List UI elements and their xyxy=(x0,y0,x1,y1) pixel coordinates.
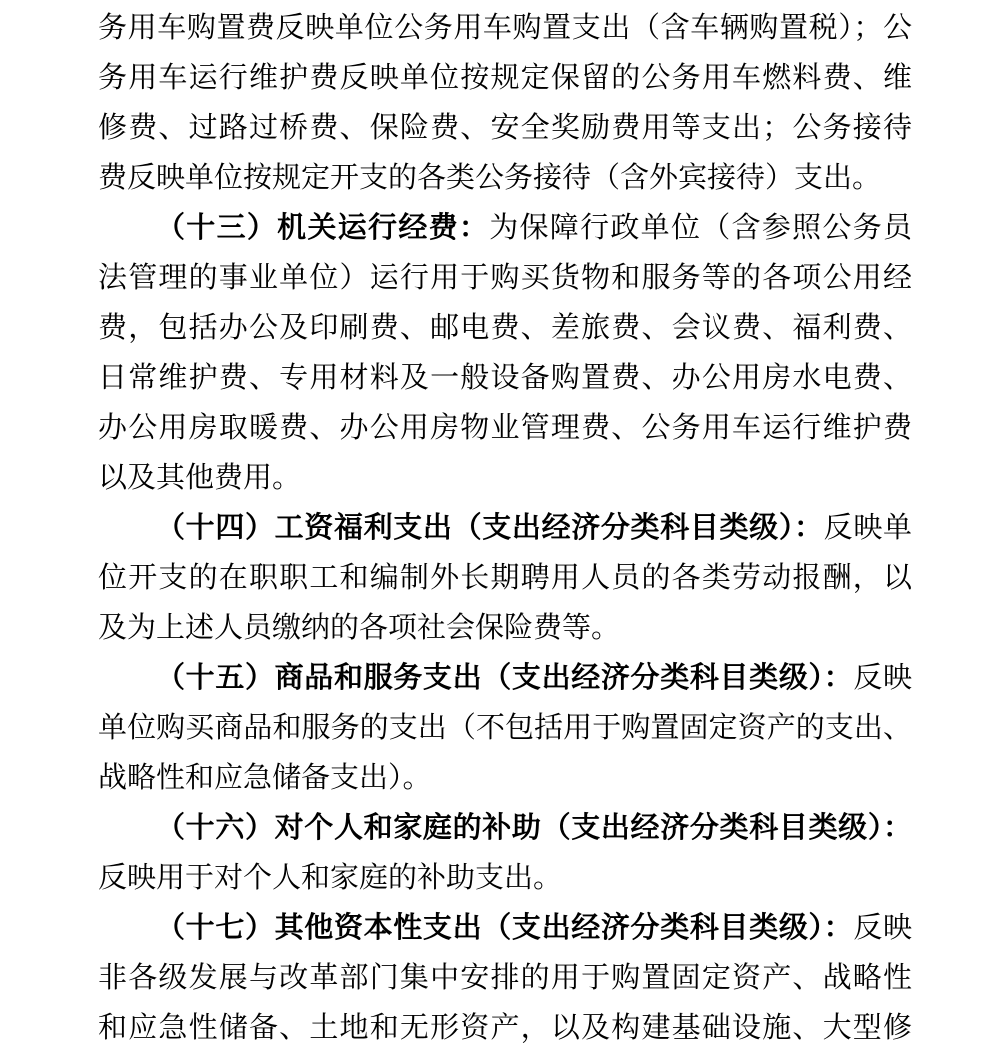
text-line-section-14 xyxy=(98,503,912,553)
section-heading-segment: （十五）商品和服务支出（支出经济分类科目类级）： xyxy=(156,662,854,694)
body-segment: 费反映单位按规定开支的各类公务接待（含外宾接待）支出。 xyxy=(98,162,882,194)
text-line xyxy=(98,103,912,153)
section-heading-segment: （十六）对个人和家庭的补助（支出经济分类科目类级）： xyxy=(156,812,912,844)
body-segment: 修费、过路过桥费、保险费、安全奖励费用等支出；公务接待 xyxy=(98,112,912,144)
body-segment: 战略性和应急储备支出）。 xyxy=(98,762,432,794)
text-line-section-17 xyxy=(98,903,912,953)
text-line xyxy=(98,153,912,203)
text-line xyxy=(98,353,912,403)
body-segment: 和应急性储备、土地和无形资产，以及构建基础设施、大型修 xyxy=(98,1012,912,1044)
section-heading-segment: （十四）工资福利支出（支出经济分类科目类级）： xyxy=(156,512,824,544)
text-line xyxy=(98,603,912,653)
body-segment: 费，包括办公及印刷费、邮电费、差旅费、会议费、福利费、 xyxy=(98,312,912,344)
body-segment: 非各级发展与改革部门集中安排的用于购置固定资产、战略性 xyxy=(98,962,912,994)
text-line xyxy=(98,703,912,753)
body-segment: 办公用房取暖费、办公用房物业管理费、公务用车运行维护费 xyxy=(98,412,912,444)
body-segment: 为保障行政单位（含参照公务员 xyxy=(489,212,912,244)
text-line xyxy=(98,553,912,603)
body-segment: 反映 xyxy=(853,912,912,944)
section-heading-segment: （十三）机关运行经费： xyxy=(156,212,490,244)
text-line-section-15 xyxy=(98,653,912,703)
text-line-section-13 xyxy=(98,203,912,253)
body-segment: 以及其他费用。 xyxy=(98,462,302,494)
body-segment: 法管理的事业单位）运行用于购买货物和服务等的各项公用经 xyxy=(98,262,912,294)
body-segment: 反映 xyxy=(853,662,912,694)
text-line-section-16 xyxy=(98,803,912,853)
body-segment: 务用车购置费反映单位公务用车购置支出（含车辆购置税）；公 xyxy=(98,12,912,44)
body-segment: 单位购买商品和服务的支出（不包括用于购置固定资产的支出、 xyxy=(98,712,912,744)
body-segment: 位开支的在职职工和编制外长期聘用人员的各类劳动报酬，以 xyxy=(98,562,912,594)
text-line xyxy=(98,953,912,1003)
body-segment: 反映用于对个人和家庭的补助支出。 xyxy=(98,862,563,894)
text-line xyxy=(98,3,912,53)
body-segment: 反映单 xyxy=(823,512,912,544)
text-line xyxy=(98,853,912,903)
text-line xyxy=(98,53,912,103)
text-line xyxy=(98,303,912,353)
body-segment: 日常维护费、专用材料及一般设备购置费、办公用房水电费、 xyxy=(98,362,912,394)
body-segment: 务用车运行维护费反映单位按规定保留的公务用车燃料费、维 xyxy=(98,62,912,94)
text-line xyxy=(98,253,912,303)
text-line xyxy=(98,403,912,453)
section-heading-segment: （十七）其他资本性支出（支出经济分类科目类级）： xyxy=(156,912,854,944)
text-line xyxy=(98,453,912,503)
text-line xyxy=(98,1003,912,1053)
text-line xyxy=(98,753,912,803)
body-segment: 及为上述人员缴纳的各项社会保险费等。 xyxy=(98,612,621,644)
